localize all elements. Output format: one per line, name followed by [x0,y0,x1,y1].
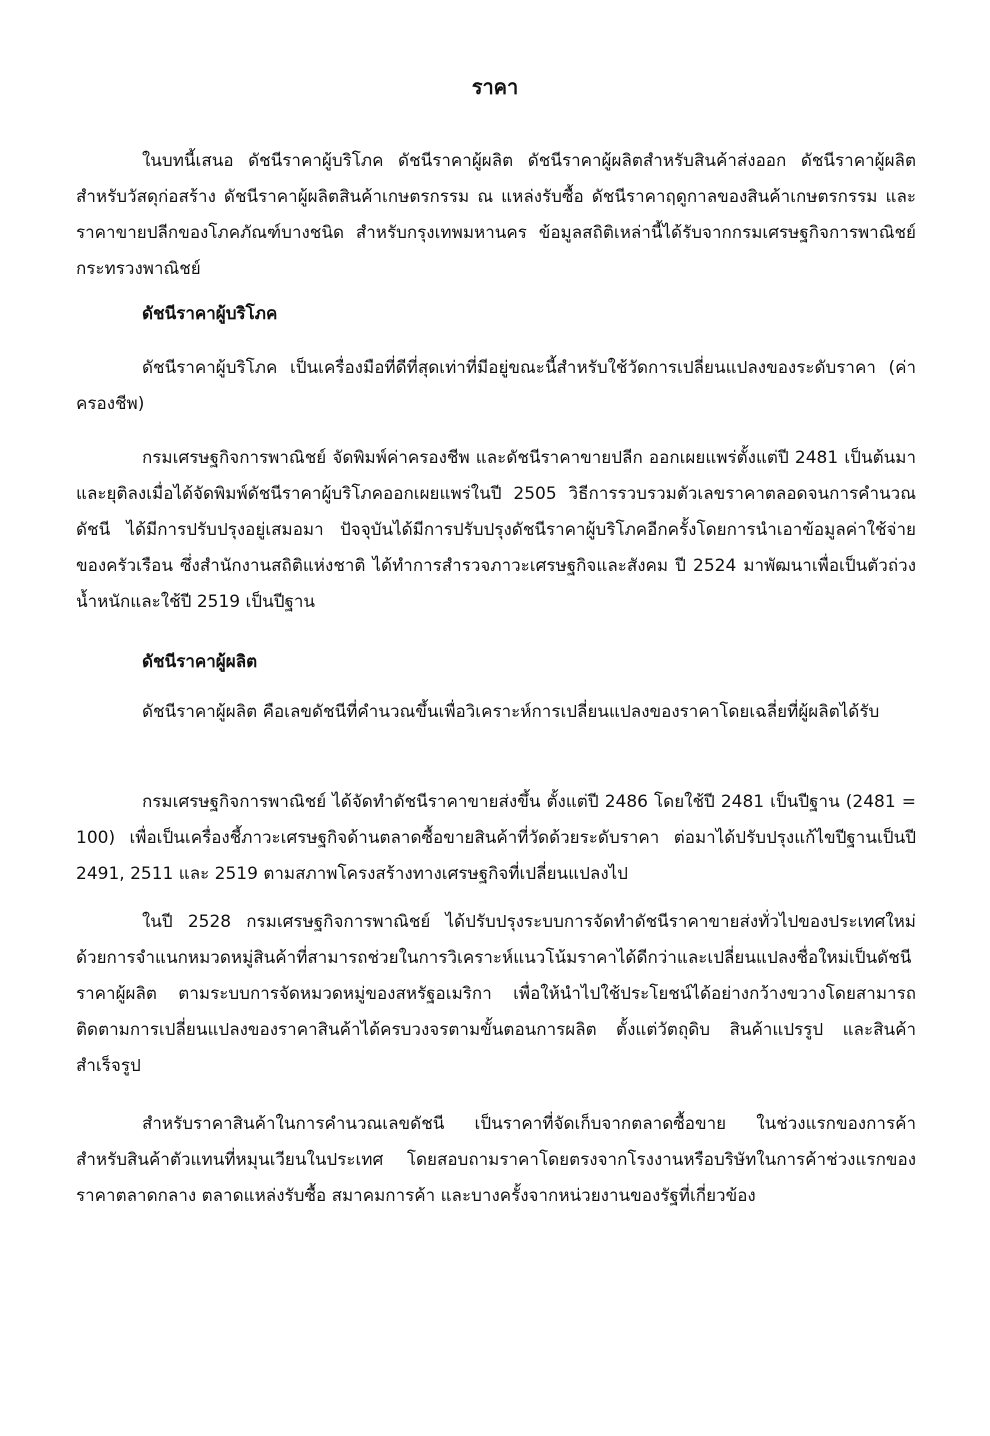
cpi-history-paragraph: กรมเศรษฐกิจการพาณิชย์ จัดพิมพ์ค่าครองชีพ และดัชนีราคาขายปลีก ออกเผยแพร่ตั้งแต่ปี 2481 เป็นต้นมา และยุติลงเมื่อได้จัดพิมพ์ดัชนีราคาผู้บริโภคออกเผยแพร่ในปี 2505 วิธีการรวบรวมตัวเลขราคาตลอดจนการคำนวณดัชนี ได้มีการปรับปรุงอยู่เสมอมา ปัจจุบันได้มีการปรับปรุงดัชนีราคาผู้บริโภคอีกครั้งโดยการนำเอาข้อมูลค่าใช้จ่ายของครัวเรือน ซึ่งสำนักงานสถิติแห่งชาติ ได้ทำการสำรวจภาวะเศรษฐกิจและสังคม ปี 2524 มาพัฒนาเพื่อเป็นตัวถ่วงน้ำหนักและใช้ปี 2519 เป็นปีฐาน [76,448,916,612]
section-heading-cpi: ดัชนีราคาผู้บริโภค [142,304,278,324]
cpi-definition-paragraph: ดัชนีราคาผู้บริโภค เป็นเครื่องมือที่ดีที่สุดเท่าที่มีอยู่ขณะนี้สำหรับใช้วัดการเปลี่ยนแปลงของระดับราคา (ค่าครองชีพ) [76,358,916,414]
ppi-definition-paragraph: ดัชนีราคาผู้ผลิต คือเลขดัชนีที่คำนวณขึ้นเพื่อวิเคราะห์การเปลี่ยนแปลงของราคาโดยเฉลี่ยที่ผู้ผลิตได้รับ [142,702,880,722]
ppi-2528-paragraph: ในปี 2528 กรมเศรษฐกิจการพาณิชย์ ได้ปรับปรุงระบบการจัดทำดัชนีราคาขายส่งทั่วไปของประเทศใหม่ ด้วยการจำแนกหมวดหมู่สินค้าที่สามารถช่วยในการวิเคราะห์แนวโน้มราคาได้ดีกว่าและเปลี่ยนแปลงชื่อใหม่เป็นดัชนีราคาผู้ผลิต ตามระบบการจัดหมวดหมู่ของสหรัฐอเมริกา เพื่อให้นำไปใช้ประโยชน์ได้อย่างกว้างขวางโดยสามารถติดตามการเปลี่ยนแปลงของราคาสินค้าได้ครบวงจรตามขั้นตอนการผลิต ตั้งแต่วัตถุดิบ สินค้าแปรรูป และสินค้าสำเร็จรูป [76,912,916,1076]
intro-paragraph: ในบทนี้เสนอ ดัชนีราคาผู้บริโภค ดัชนีราคาผู้ผลิต ดัชนีราคาผู้ผลิตสำหรับสินค้าส่งออก ดัชนีราคาผู้ผลิตสำหรับวัสดุก่อสร้าง ดัชนีราคาผู้ผลิตสินค้าเกษตรกรรม ณ แหล่งรับซื้อ ดัชนีราคาฤดูกาลของสินค้าเกษตรกรรม และราคาขายปลีกของโภคภัณฑ์บางชนิด สำหรับกรุงเทพมหานคร ข้อมูลสถิติเหล่านี้ได้รับจากกรมเศรษฐกิจการพาณิชย์ กระทรวงพาณิชย์ [76,151,916,279]
price-collection-paragraph: สำหรับราคาสินค้าในการคำนวณเลขดัชนี เป็นราคาที่จัดเก็บจากตลาดซื้อขาย ในช่วงแรกของการค้าสำหรับสินค้าตัวแทนที่หมุนเวียนในประเทศ โดยสอบถามราคาโดยตรงจากโรงงานหรือบริษัทในการค้าช่วงแรกของราคาตลาดกลาง ตลาดแหล่งรับซื้อ สมาคมการค้า และบางครั้งจากหน่วยงานของรัฐที่เกี่ยวข้อง [76,1114,916,1206]
section-heading-ppi: ดัชนีราคาผู้ผลิต [142,652,258,672]
ppi-history-paragraph: กรมเศรษฐกิจการพาณิชย์ ได้จัดทำดัชนีราคาขายส่งขึ้น ตั้งแต่ปี 2486 โดยใช้ปี 2481 เป็นปีฐาน (2481 = 100) เพื่อเป็นเครื่องชี้ภาวะเศรษฐกิจด้านตลาดซื้อขายสินค้าที่วัดด้วยระดับราคา ต่อมาได้ปรับปรุงแก้ไขปีฐานเป็นปี 2491, 2511 และ 2519 ตามสภาพโครงสร้างทางเศรษฐกิจที่เปลี่ยนแปลงไป [76,792,916,884]
page-title: ราคา [471,75,519,99]
